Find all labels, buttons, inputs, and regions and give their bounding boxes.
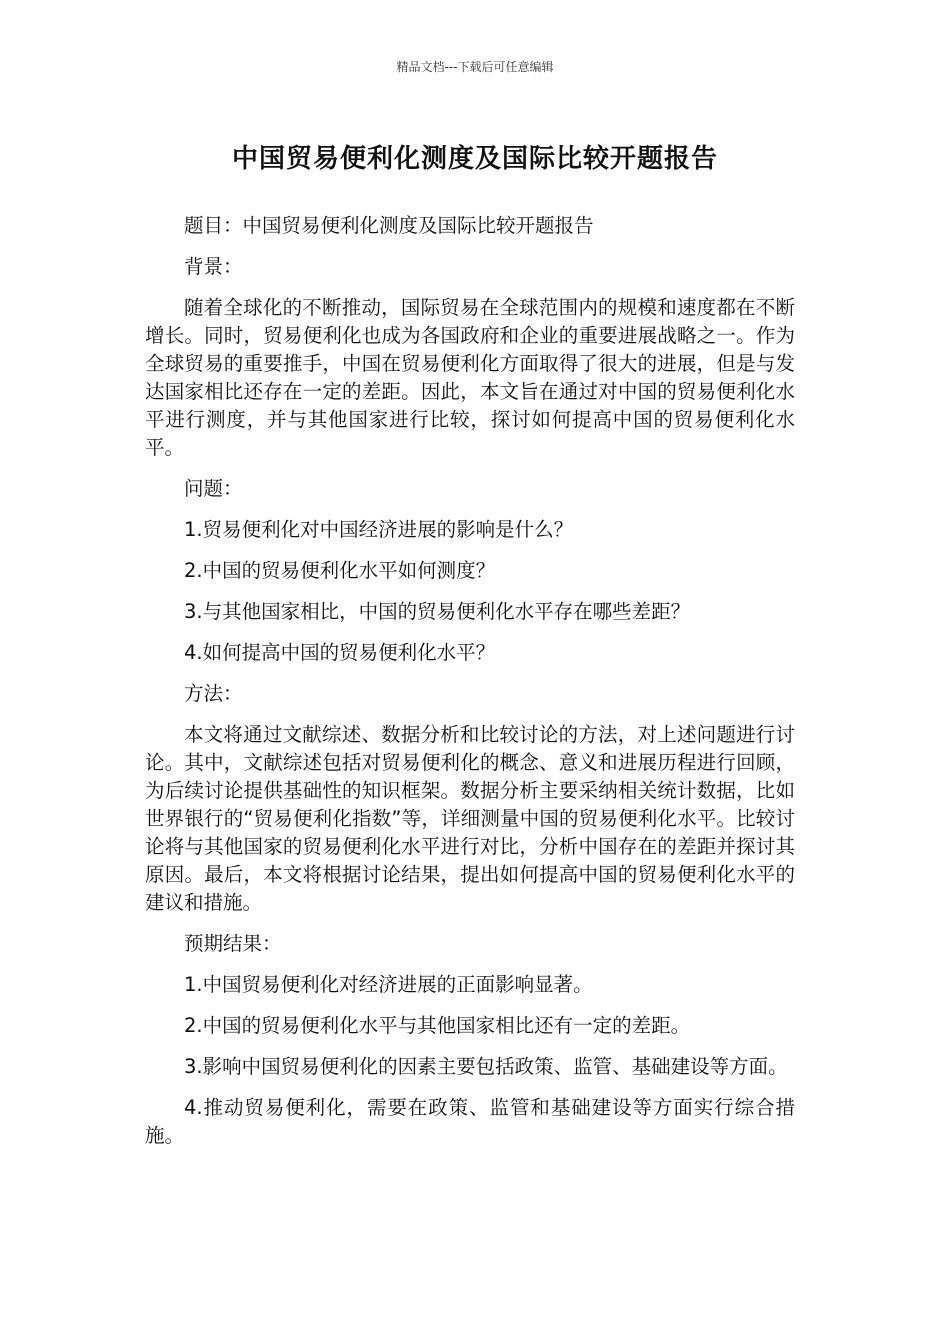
result-item-4: 4.推动贸易便利化，需要在政策、监管和基础建设等方面实行综合措施。 [145,1096,795,1147]
section-heading-methods: 方法： [184,682,243,705]
result-item-3: 3.影响中国贸易便利化的因素主要包括政策、监管、基础建设等方面。 [184,1055,788,1078]
section-heading-background: 背景： [184,255,243,278]
question-item-1: 1.贸易便利化对中国经济进展的影响是什么？ [184,518,574,541]
result-item-1: 1.中国贸易便利化对经济进展的正面影响显著。 [184,973,593,996]
question-item-2: 2.中国的贸易便利化水平如何测度？ [184,559,496,582]
result-item-2: 2.中国的贸易便利化水平与其他国家相比还有一定的差距。 [184,1014,691,1037]
document-body [145,212,795,1163]
subject-line: 题目：中国贸易便利化测度及国际比较开题报告 [184,214,594,237]
question-item-3: 3.与其他国家相比，中国的贸易便利化水平存在哪些差距？ [184,600,691,623]
section-heading-expected-results: 预期结果： [184,932,282,955]
question-item-4: 4.如何提高中国的贸易便利化水平？ [184,641,496,664]
methods-paragraph: 本文将通过文献综述、数据分析和比较讨论的方法，对上述问题进行讨论。其中，文献综述包括对贸易便利化的概念、意义和进展历程进行回顾，为后续讨论提供基础性的知识框架。数据分析主要采纳相关统计数据，比如世界银行的“贸易便利化指数”等，详细测量中国的贸易便利化水平。比较讨论将与其他国家的贸易便利化水平进行对比，分析中国存在的差距并探讨其原因。最后，本文将根据讨论结果，提出如何提高中国的贸易便利化水平的建议和措施。 [145,723,795,914]
document-title: 中国贸易便利化测度及国际比较开题报告 [231,144,718,174]
header-note: 精品文档---下载后可任意编辑 [396,60,554,74]
background-paragraph: 随着全球化的不断推动，国际贸易在全球范围内的规模和速度都在不断增长。同时，贸易便利化也成为各国政府和企业的重要进展战略之一。作为全球贸易的重要推手，中国在贸易便利化方面取得了很大的进展，但是与发达国家相比还存在一定的差距。因此，本文旨在通过对中国的贸易便利化水平进行测度，并与其他国家进行比较，探讨如何提高中国的贸易便利化水平。 [145,296,795,459]
section-heading-questions: 问题： [184,477,243,500]
